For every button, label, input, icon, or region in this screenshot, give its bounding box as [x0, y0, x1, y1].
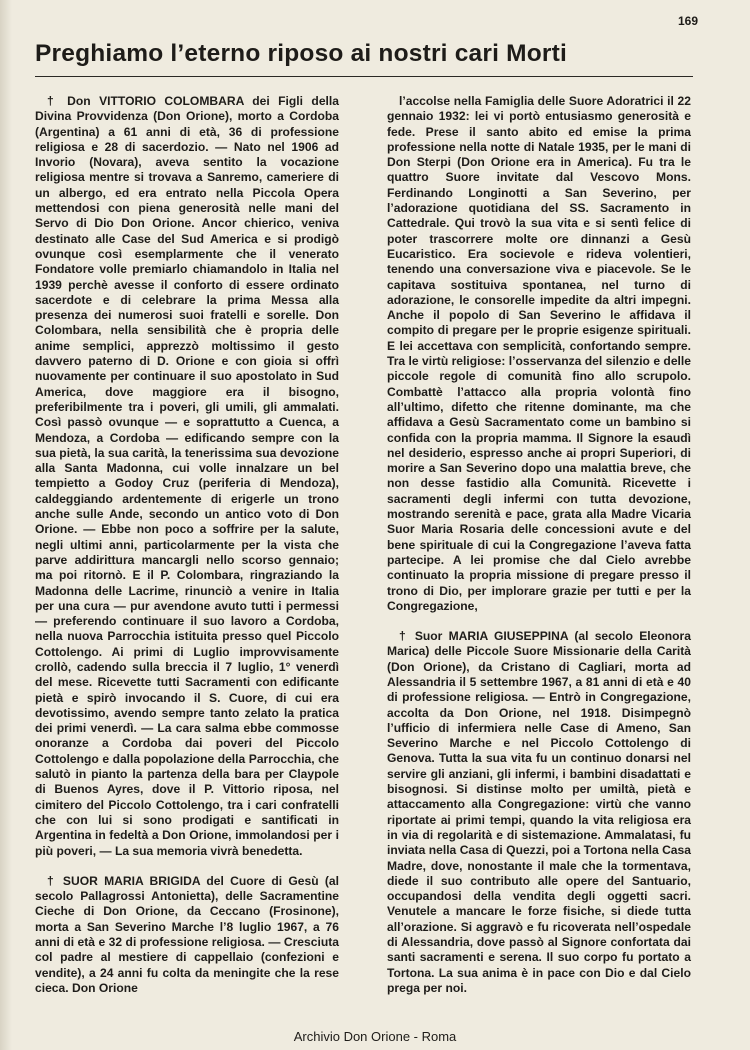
- obituary-colombara: † Don VITTORIO COLOMBARA dei Figli della Divina Provvidenza (Don Orione), morto a Cordoba (Argentina) a 61 anni di età, 36 di professione religiosa e 28 di sacerdozio. — Nato nel 1906 ad Invorio (Novara), aveva sentito la vocazione religiosa mentre si trovava a Sanremo, cameriere di un albergo, ed era entrato nella Piccola Opera mettendosi con piena generosità nelle mani del Servo di Dio Don Orione. Ancor chierico, veniva destinato alle Case del Sud America e si prodigò ovunque così esemplarmente che il venerato Fondatore volle premiarlo chiamandolo in Italia nel 1939 perchè avesse il conforto di essere ordinato sacerdote e di celebrare la prima Messa alla presenza dei numerosi suoi fratelli e sorelle. Don Colombara, nella sensibilità che è propria delle anime semplici, apprezzò moltissimo il gesto davvero paterno di D. Orione e con gioia si offrì nuovamente per continuare il suo apostolato in Sud America, dove maggiore era il bisogno, preferibilmente tra i poveri, gli umili, gli ammalati. Così passò ovunque — e soprattutto a Cuenca, a Mendoza, a Cordoba — edificando sempre con la sua pietà, la sua carità, la tenerissima sua devozione alla Santa Madonna, cui volle innalzare un bel tempietto a Godoy Cruz (periferia di Mendoza), caldeggiando ardentemente di erigerle un trono anche sulle Ande, secondo un antico voto di Don Orione. — Ebbe non poco a soffrire per la salute, negli ultimi anni, particolarmente per la vista che parve addirittura mancargli nello scorso gennaio; ma poi ritornò. E il P. Colombara, ringraziando la Madonna delle Lacrime, rinunciò a venire in Italia per una cura — pur avendone avuto tutti i permessi — preferendo continuare il suo lavoro a Cordoba, nella nuova Parrocchia istituita presso quel Piccolo Cottolengo. Ai primi di Luglio improvvisamente crollò, cadendo sulla breccia il 7 luglio, 1° venerdì del mese. Ricevette tutti Sacramenti con edificante pietà e spirò invocando il S. Cuore, di cui era devotissimo, avendo sempre tanto zelato la pratica dei primi venerdì. — La cara salma ebbe commosse onoranze a Cordoba dai poveri del Piccolo Cottolengo e dalla popolazione della Parrocchia, che salutò in pianto la partenza della bara per Claypole di Buenos Ayres, dove il P. Vittorio riposa, nel cimitero del Piccolo Cottolengo, tra i cari confratelli che con lui si sono prodigati e santificati in Argentina in fedeltà a Don Orione, immolandosi per i più poveri, — La sua memoria vivrà benedetta.: [35, 94, 339, 858]
- obituary-brigida-continued: l’accolse nella Famiglia delle Suore Adoratrici il 22 gennaio 1932: lei vi portò entusiasmo generosità e fede. Prese il santo abito ed emise la prima professione nella notte di Natale 1935, per le mani di Don Sterpi (Don Orione era in America). Fu tra le quattro Suore invitate dal Vescovo Mons. Ferdinando Longinotti a San Severino, per l’adorazione quotidiana del SS. Sacramento in Cattedrale. Qui trovò la sua vita e si sentì felice di poter trascorrere molte ore dinnanzi a Gesù Eucaristico. Era socievole e rideva volentieri, tenendo una conversazione viva e piacevole. Se le capitava sostituiva spontanea, nel turno di adorazione, le consorelle impedite da altri impegni. Anche il popolo di San Severino le affidava il compito di pregare per le proprie esigenze spirituali. E lei accettava con semplicità, confortando sempre. Tra le virtù religiose: l’osservanza del silenzio e delle piccole regole di comunità fino allo scrupolo. Combattè l’attacco alla propria volontà fino all’ultimo, difetto che ritenne dominante, ma che affidava a Gesù Sacramentato come un bambino si confida con la propria mamma. Il Signore la esaudì nel desiderio, espresso anche ai propri Superiori, di morire a San Severino dopo una malattia breve, che non desse fastidio alla Comunità. Ricevette i sacramenti degli infermi con tutta devozione, mostrando serenità e pace, grata alla Madre Vicaria Suor Maria Rosaria delle concessioni avute e del bene spirituale di cui la Congregazione l’aveva fatta partecipe. A lei promise che dal Cielo avrebbe continuato la propria missione di pregare presso il trono di Dio, per implorare grazie per tutti e per la Congregazione,: [387, 94, 691, 613]
- right-column: [387, 94, 691, 996]
- page-title: Preghiamo l’eterno riposo ai nostri cari Morti: [35, 40, 567, 67]
- page-number: 169: [677, 14, 698, 28]
- archive-footer: Archivio Don Orione - Roma: [293, 1029, 457, 1044]
- title-rule: [35, 76, 693, 77]
- page-edge-shadow: [0, 0, 12, 1050]
- obituary-giuseppina: † Suor MARIA GIUSEPPINA (al secolo Eleonora Marica) delle Piccole Suore Missionarie della Carità (Don Orione), da Cristano di Cagliari, morta ad Alessandria il 5 settembre 1967, a 81 anni di età e 40 di professione religiosa. — Entrò in Congregazione, accolta da Don Orione, nel 1918. Disimpegnò l’ufficio di infermiera nelle Case di Ameno, San Severino Marche e nel Piccolo Cottolengo di Genova. Tutta la sua vita fu un continuo donarsi nel servire gli anziani, gli infermi, i bambini disadattati e bisognosi. Si distinse molto per umiltà, pietà e attaccamento alla Congregazione: virtù che vanno riportate ai primi tempi, quando la vita religiosa era in via di regolarità e di sistemazione. Ammalatasi, fu inviata nella Casa di Quezzi, poi a Tortona nella Casa Madre, dove, nonostante il male che la tormentava, diede il suo contributo alle opere del Santuario, occupandosi della vendita degli oggetti sacri. Venutele a mancare le forze fisiche, si diede tutta all’orazione. Si aggravò e fu ricoverata nell’ospedale di Alessandria, dove passò al Signore confortata dai santi sacramenti e serena. Il suo corpo fu portato a Tortona. La sua anima è in pace con Dio e dal Cielo prega per noi.: [387, 629, 691, 995]
- obituary-brigida-start: † SUOR MARIA BRIGIDA del Cuore di Gesù (al secolo Pallagrossi Antonietta), delle Sacramentine Cieche di Don Orione, da Ceccano (Frosinone), morta a San Severino Marche l’8 luglio 1967, a 76 anni di età e 32 di professione religiosa. — Cresciuta col padre al mestiere di cappellaio (confezioni e vendite), a 24 anni fu colta da meningite che la rese cieca. Don Orione: [35, 873, 339, 995]
- left-column: [35, 94, 339, 996]
